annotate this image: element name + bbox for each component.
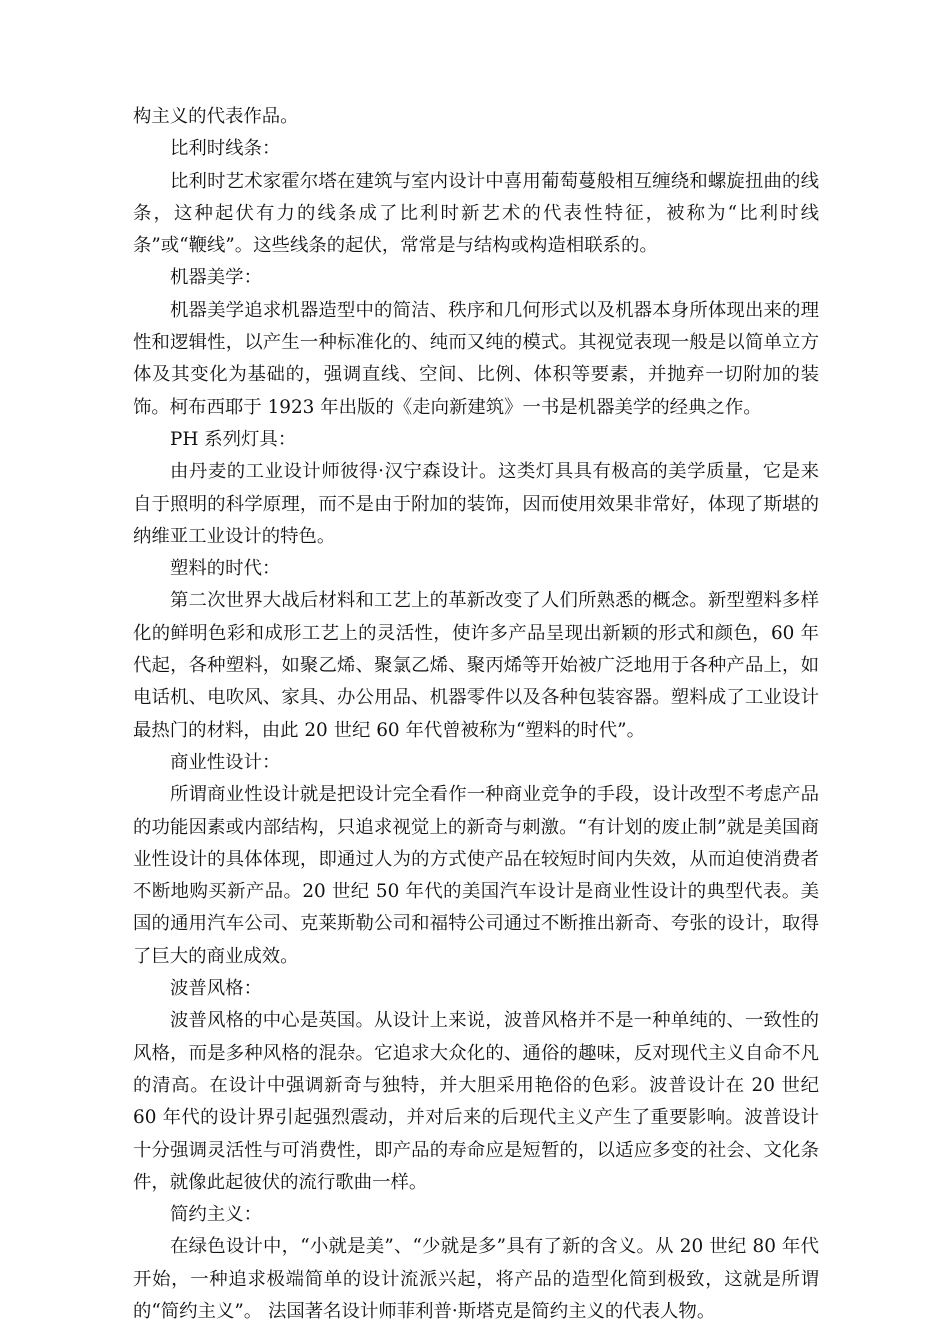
section-body-pop-style: 波普风格的中心是英国。从设计上来说，波普风格并不是一种单纯的、一致性的风格，而是多种风格的混杂。它追求大众化的、通俗的趣味，反对现代主义自命不凡的清高。在设计中强调新奇与独特，并大胆采用艳俗的色彩。波普设计在 20 世纪 60 年代的设计界引起强烈震动，并对后来的后现代主义产生了重要影响。波普设计十分强调灵活性与可消费性，即产品的寿命应是短暂的，以适应多变的社会、文化条件，就像此起彼伏的流行歌曲一样。	[133, 1010, 819, 1193]
section-heading-machine-aesthetics: 机器美学：	[170, 267, 262, 289]
section-body-minimalism: 在绿色设计中，“小就是美”、“少就是多”具有了新的含义。从 20 世纪 80 年代开始，一种追求极端简单的设计流派兴起，将产品的造型化简到极致，这就是所谓的“简约主义”。 法国著名设计师菲利普·斯塔克是简约主义的代表人物。	[133, 1236, 819, 1322]
continuation-paragraph: 构主义的代表作品。	[133, 106, 299, 127]
section-body-ph-lamps: 由丹麦的工业设计师彼得·汉宁森设计。这类灯具具有极高的美学质量，它是来自于照明的科学原理，而不是由于附加的装饰，因而使用效果非常好，体现了斯堪的纳维亚工业设计的特色。	[133, 461, 819, 547]
section-heading-pop-style: 波普风格：	[170, 978, 262, 1000]
section-heading-commercial-design: 商业性设计：	[170, 751, 281, 773]
section-heading-belgian-line: 比利时线条：	[170, 138, 281, 160]
section-body-commercial-design: 所谓商业性设计就是把设计完全看作一种商业竞争的手段，设计改型不考虑产品的功能因素或内部结构，只追求视觉上的新奇与刺激。“有计划的废止制”就是美国商业性设计的具体体现，即通过人为的方式使产品在较短时间内失效，从而迫使消费者不断地购买新产品。20 世纪 50 年代的美国汽车设计是商业性设计的典型代表。美国的通用汽车公司、克莱斯勒公司和福特公司通过不断推出新奇、夸张的设计，取得了巨大的商业成效。	[133, 784, 819, 967]
section-body-plastic-era: 第二次世界大战后材料和工艺上的革新改变了人们所熟悉的概念。新型塑料多样化的鲜明色彩和成形工艺上的灵活性，使许多产品呈现出新颖的形式和颜色，60 年代起，各种塑料，如聚乙烯、聚氯乙烯、聚丙烯等开始被广泛地用于各种产品上，如电话机、电吹风、家具、办公用品、机器零件以及各种包装容器。塑料成了工业设计最热门的材料，由此 20 世纪 60 年代曾被称为“塑料的时代”。	[133, 590, 819, 741]
section-body-machine-aesthetics: 机器美学追求机器造型中的简洁、秩序和几何形式以及机器本身所体现出来的理性和逻辑性，以产生一种标准化的、纯而又纯的模式。其视觉表现一般是以简单立方体及其变化为基础的，强调直线、空间、比例、体积等要素，并抛弃一切附加的装饰。柯布西耶于 1923 年出版的《走向新建筑》一书是机器美学的经典之作。	[133, 299, 819, 418]
section-body-belgian-line: 比利时艺术家霍尔塔在建筑与室内设计中喜用葡萄蔓般相互缠绕和螺旋扭曲的线条，这种起伏有力的线条成了比利时新艺术的代表性特征，被称为“比利时线条”或“鞭线”。这些线条的起伏，常常是与结构或构造相联系的。	[133, 170, 819, 257]
section-heading-plastic-era: 塑料的时代：	[170, 558, 281, 580]
section-heading-minimalism: 简约主义：	[170, 1204, 262, 1226]
section-heading-ph-lamps: PH 系列灯具：	[170, 428, 297, 450]
document-page	[133, 101, 819, 1328]
